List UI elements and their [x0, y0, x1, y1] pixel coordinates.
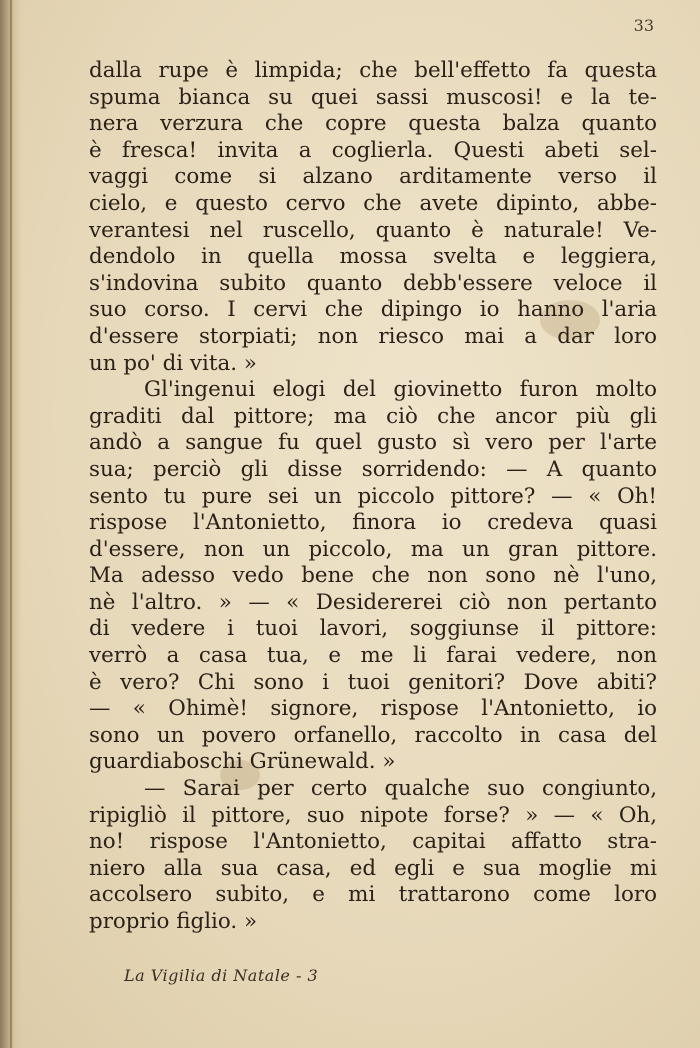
text-line: Ma adesso vedo bene che non sono nè l'uno, [89, 563, 657, 589]
text-line: no! rispose l'Antonietto, capitai affatto stra- [89, 829, 657, 855]
text-line: accolsero subito, e mi trattarono come loro [89, 882, 657, 908]
text-line: un po' di vita. » [89, 350, 257, 376]
text-line: spuma bianca su quei sassi muscosi! e la te- [89, 84, 657, 110]
text-line: guardiaboschi Grünewald. » [89, 749, 396, 775]
text-line: niero alla sua casa, ed egli e sua moglie mi [89, 855, 657, 881]
text-line: verantesi nel ruscello, quanto è naturale! Ve- [89, 217, 657, 243]
text-line: — Sarai per certo qualche suo congiunto, [144, 776, 657, 802]
text-line: di vedere i tuoi lavori, soggiunse il pittore: [89, 616, 657, 642]
text-line: d'essere, non un piccolo, ma un gran pittore. [89, 536, 657, 562]
text-line: nè l'altro. » — « Desidererei ciò non pertanto [89, 589, 657, 615]
text-line: vaggi come si alzano arditamente verso il [89, 164, 657, 190]
text-line: nera verzura che copre questa balza quanto [89, 111, 657, 137]
text-line: cielo, e questo cervo che avete dipinto, abbe- [89, 190, 657, 216]
text-line: ripigliò il pittore, suo nipote forse? » — « Oh, [89, 802, 657, 828]
page-number: 33 [633, 16, 654, 35]
text-line: sento tu pure sei un piccolo pittore? — « Oh! [89, 483, 657, 509]
text-line: è fresca! invita a coglierla. Questi abeti sel- [89, 137, 657, 163]
text-line: sono un povero orfanello, raccolto in casa del [89, 722, 657, 748]
text-line: dendolo in quella mossa svelta e leggiera, [89, 244, 657, 270]
page-footer: La Vigilia di Natale - 3 [124, 966, 319, 985]
text-line: d'essere storpiati; non riesco mai a dar loro [89, 323, 657, 349]
text-line: Gl'ingenui elogi del giovinetto furon molto [144, 377, 657, 403]
text-line: rispose l'Antonietto, finora io credeva quasi [89, 510, 657, 536]
spine-crease [10, 0, 12, 1048]
text-line: proprio figlio. » [89, 909, 258, 934]
text-line: suo corso. I cervi che dipingo io hanno l'aria [89, 297, 657, 323]
text-line: andò a sangue fu quel gusto sì vero per l'arte [89, 430, 657, 456]
text-line: graditi dal pittore; ma ciò che ancor più gli [89, 403, 657, 429]
text-line: s'indovina subito quanto debb'essere veloce il [89, 270, 657, 296]
text-line: è vero? Chi sono i tuoi genitori? Dove abiti? [89, 669, 657, 695]
text-line: dalla rupe è limpida; che bell'effetto fa questa [89, 58, 657, 83]
text-line: verrò a casa tua, e me li farai vedere, non [89, 643, 657, 669]
text-line: — « Ohimè! signore, rispose l'Antonietto, io [89, 696, 657, 722]
text-line: sua; perciò gli disse sorridendo: — A quanto [89, 456, 657, 482]
body-text [89, 58, 657, 936]
